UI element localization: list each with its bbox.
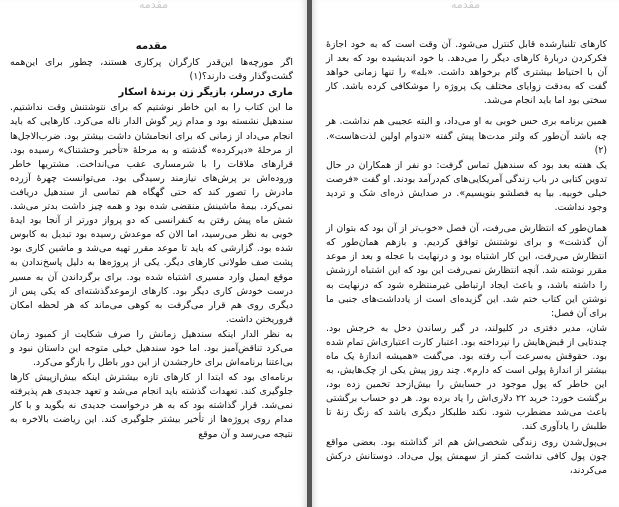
- right-paragraph-1: کارهای تلنبارشده قابل کنترل می‌شود. آن وقت است که به خود اجازهٔ فکرکردن دربارهٔ کارهای دیگر را می‌دهد. با خود اندیشیده بود که بعد از آن با احتیاط بیشتری گام برخواهد داشت. «بله» را تنها زمانی خواهد گفت که به‌دقت زوایای مختلف یک پروژه را موشکافی کرده باشد. کار سختی بود اما باید انجام می‌شد.: [326, 39, 607, 107]
- intro-quote: اگر مورچه‌ها این‌قدر کارگران پرکاری هستند، چطور برای این‌همه گشت‌وگذار وقت دارند؟(۱): [10, 57, 293, 83]
- chapter-title: مقدمه: [135, 41, 168, 52]
- quote-attribution: ماری درسلر، بازیگر زن برندهٔ اسکار: [118, 87, 293, 99]
- left-paragraph-2: به نظر الدار اینکه سندهیل زمانش را صرف شکایت از کمبود زمان می‌کرد تناقض‌آمیز بود. اما خود سندهیل خیلی متوجه این داستان نبود و بی‌اعتنا برنامه‌اش برای خارجشدن از این دور باطل را بازگو می‌کرد.: [10, 328, 293, 369]
- left-page: [0, 0, 307, 507]
- left-page-content: [10, 38, 293, 443]
- left-paragraph-3: برنامه‌ای بود که ابتدا از کارهای تازه بیشترش اینکه بیش‌ازپیش کارها جلوگیری کند. تعهدات گذشته باید انجام می‌شد و تعهد جدیدی هم پذیرفته نمی‌شد. قرار گذاشته بود که به هر درخواست جدیدی نه بگوید و با کار مدام روی پروژه‌ها از تأخیر بیشتر جلوگیری کند. این ریاضت بالاخره به نتیجه می‌رسد و آن موقع: [10, 372, 293, 440]
- right-paragraph-5: شان، مدیر دفتری در کلیولند، در گیر رساندن دخل به خرجش بود. چندتایی از قبض‌هایش را نپرداخته بود. اعتبار کارت اعتباری‌اش تمام شده بود. حقوقش به‌سرعت آب رفته بود. می‌گفت «همیشه اندازهٔ یک ماه بیشتر از اندازهٔ پولی است که دارم». چند روز پیش یکی از چک‌هایش، به این خاطر که پول موجود در حسابش را بیش‌ازحد تخمین زده بود، برگشت خورد: خرید ۲۲ دلاری‌اش را یاد برده بود. هر دو حساب برگشتی باعث می‌شد مضطرب شود. نکند طلبکار دیگری باشد که زنگ زنهٔ تا طلبش را یادآوری کند.: [326, 322, 607, 433]
- left-page-header: مقدمه: [138, 0, 169, 11]
- right-paragraph-6: بی‌پول‌شدن روی زندگی شخصی‌اش هم اثر گذاشته بود. بعضی مواقع چون پول کافی نداشت کمتر از سهمش پول می‌داد. دوستانش درکش می‌کردند،: [326, 436, 607, 476]
- right-paragraph-2: همین برنامه بری حس خوبی به او می‌داد، و البته عجیبی هم نداشت. هر چه باشد آن‌طور که ولتر مدت‌ها پیش گفته «تدوام اولین لذت‌هاست». (۲): [326, 116, 607, 156]
- right-page: [312, 0, 619, 507]
- right-paragraph-4: همان‌طور که انتظارش می‌رفت، آن فصل «خوب‌تر از آن بود که بتوان از آن گذشت» و برای نوشتنش توافق کردیم. و بازهم همان‌طور که انتظارش می‌رفت، این کار اشتباه بود و درنهایت با عجله و بعد از موعد مقرر نوشته شد. آنچه انتظارش نمی‌رفت این بود که این اشتباه ارزشش را داشته باشد، و باعث ایجاد ارتباطی غیرمنتظره شود که درنهایت به نوشتن این کتاب ختم شد. این گزیده‌ای است از یادداشت‌های جنبی ما برای آن فصل:: [326, 223, 607, 319]
- left-paragraph-1: ما این کتاب را به این خاطر نوشتیم که برای نتوشتنش وقت نداشتیم. سندهیل نشسته بود و مدام زیر گوش الدار ناله می‌کرد. کارهایی که باید انجام می‌داد از زمانی که برای انجامشان داشت بیشتر بود. ضرب‌الاجل‌ها از مرحلهٔ «دیرکرده» گذشته و به مرحلهٔ «تأخیر وحشتناک» رسیده بود. قرارهای ملاقات را با شرمساری عقب می‌انداخت. مشتریها خاطر وروده‌اش بر پرش‌های نیازمند رسیدگی بود. می‌توانست چهرهٔ آزرده مادرش را تصور کند که حتی گهگاه هم تماسی از سندهیل دریافت نمی‌کرد. بیمهٔ ماشینش منقضی شده بود و همه چیز داشت بدتر می‌شد. شش ماه پیش رفتن به کنفرانسی که دو پرواز دورتر از آنجا بود ایدهٔ خوبی به نظر می‌رسید، اما الان که موعدش رسیده بود تبدیل به کابوس شده بود. گزارشی که باید تا موعد مقرر تهیه می‌شد و ماشین کاری بود پشت صف طولانی کارهای دیگر. یکی از پروژه‌ها به دلیل پاسخ‌ندادن به موقع ایمیل وارد مسیری اشتباه شده بود. برای برگرداندن آن به مسیر درست خودش کاری دیگر بود. کارهای ازموعدگذشته‌ای که یکی پس از دیگری روی هم قرار می‌گرفت به کوهی می‌ماند که هر لحظه امکان فروریختن داشت.: [10, 102, 293, 325]
- right-page-content: [326, 38, 607, 479]
- right-page-header: مقدمه: [450, 0, 481, 11]
- right-paragraph-3: یک هفته بعد بود که سندهیل تماس گرفت: دو نفر از همکاران در حال تدوین کتابی در باب زندگی آمریکایی‌های کم‌درآمد بودند. او گفت «فرصت خیلی خوبیه. بیا یه فصلشو بنویسیم». در صدایش ذره‌ای شک و تردید وجود نداشت.: [326, 159, 607, 214]
